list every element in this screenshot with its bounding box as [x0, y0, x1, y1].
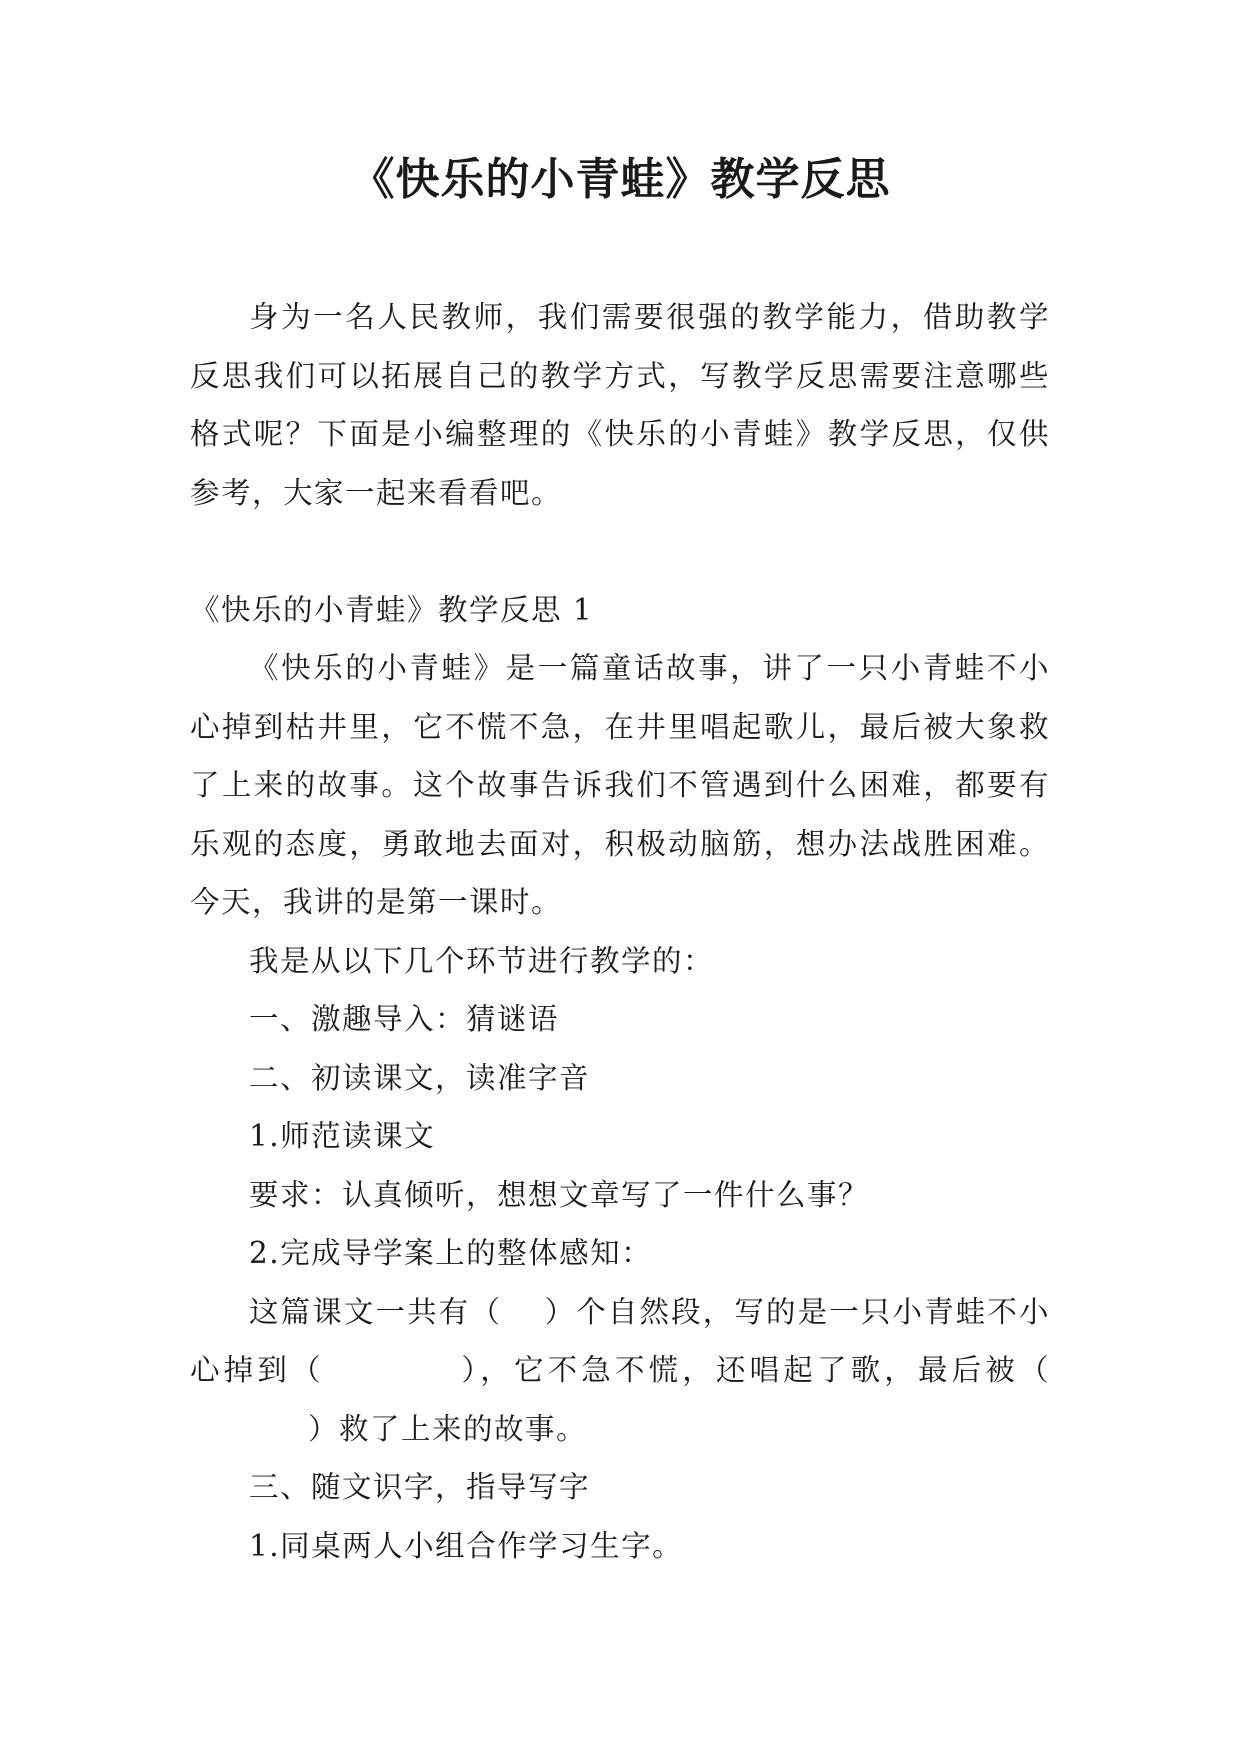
fill-in-blank-paragraph [190, 1283, 1050, 1459]
fill-blank-text: ）个自然段，写的是一只小青蛙不小心掉到（ [190, 1294, 1050, 1387]
list-item: 二、初读课文，读准字音 [249, 1060, 591, 1095]
intro-paragraph: 身为一名人民教师，我们需要很强的教学能力，借助教学反思我们可以拓展自己的教学方式，写教学反思需要注意哪些格式呢？下面是小编整理的《快乐的小青蛙》教学反思，仅供参考，大家一起来看看吧。 [190, 300, 1050, 510]
fill-blank-text: ）救了上来的故事。 [308, 1411, 588, 1446]
list-item: 1.同桌两人小组合作学习生字。 [249, 1528, 684, 1563]
fill-blank-text: 这篇课文一共有（ [249, 1294, 502, 1329]
section-heading: 《快乐的小青蛙》教学反思 1 [190, 592, 594, 627]
body-paragraph: 要求：认真倾听，想想文章写了一件什么事？ [249, 1177, 870, 1212]
body-paragraph: 《快乐的小青蛙》是一篇童话故事，讲了一只小青蛙不小心掉到枯井里，它不慌不急，在井里唱起歌儿，最后被大象救了上来的故事。这个故事告诉我们不管遇到什么困难，都要有乐观的态度，勇敢地去面对，积极动脑筋，想办法战胜困难。今天，我讲的是第一课时。 [190, 651, 1050, 919]
fill-blank-text: ），它不急不慌，还唱起了歌，最后被（ [458, 1353, 1050, 1387]
body-paragraph: 我是从以下几个环节进行教学的： [249, 943, 715, 978]
list-item: 2.完成导学案上的整体感知： [249, 1236, 653, 1270]
list-item: 一、激趣导入：猜谜语 [249, 1002, 560, 1036]
document-body [190, 288, 1050, 1575]
document-title: 《快乐的小青蛙》教学反思 [350, 154, 891, 205]
list-item: 1.师范读课文 [249, 1119, 436, 1153]
list-item: 三、随文识字，指导写字 [249, 1470, 591, 1504]
paragraph-gap [190, 522, 1050, 581]
